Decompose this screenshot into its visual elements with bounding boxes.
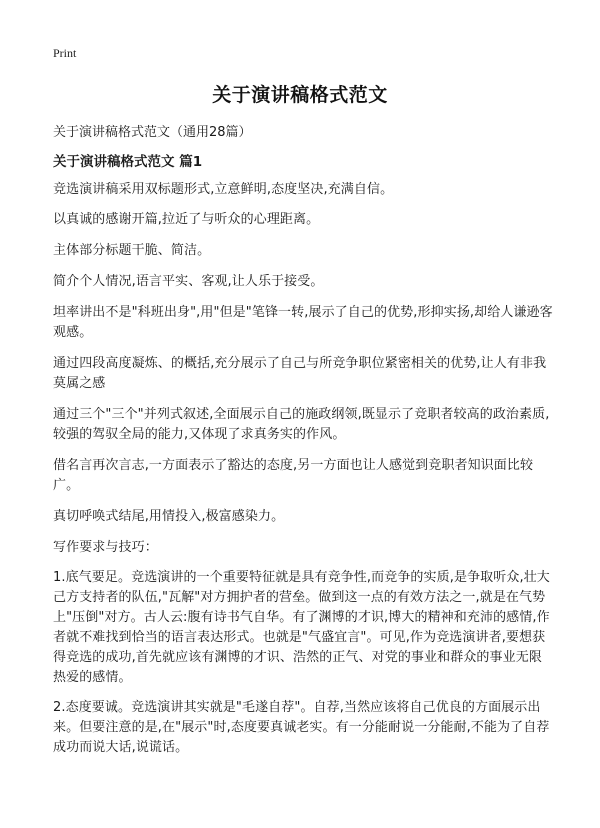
paragraph: 以真诚的感谢开篇,拉近了与听众的心理距离。 [53, 212, 320, 227]
paragraph: 简介个人情况,语言平实、客观,让人乐于接受。 [53, 274, 324, 289]
paragraph: 坦率讲出不是"科班出身",用"但是"笔锋一转,展示了自己的优势,形抑实扬,却给人谦逊客观感。 [53, 305, 553, 340]
paragraph: 1.底气要足。竞选演讲的一个重要特征就是具有竞争性,而竞争的实质,是争取听众,壮大己方支持者的队伍,"瓦解"对方拥护者的营垒。做到这一点的有效方法之一,就是在气势上"压倒"对方。古人云:腹有诗书气自华。有了渊博的才识,博大的精神和充沛的感情,作者就不难找到恰当的语言表达形式。也就是"气盛宜言"。可见,作为竞选演讲者,要想获得竞选的成功,首先就应该有渊博的才识、浩然的正气、对党的事业和群众的事业无限热爱的感情。 [53, 570, 550, 685]
document-subtitle: 关于演讲稿格式范文（通用28篇） [53, 125, 252, 140]
section-label: 写作要求与技巧： [53, 540, 158, 555]
print-link[interactable]: Print [53, 46, 77, 60]
paragraph: 竞选演讲稿采用双标题形式,立意鲜明,态度坚决,充满自信。 [53, 182, 394, 197]
section-heading: 关于演讲稿格式范文 篇1 [53, 154, 203, 170]
paragraph: 通过四段高度凝炼、的概括,充分展示了自己与所竞争职位紧密相关的优势,让人有非我莫属之感 [53, 356, 547, 391]
paragraph: 主体部分标题干脆、简洁。 [53, 243, 211, 258]
page-title: 关于演讲稿格式范文 [212, 84, 388, 106]
paragraph: 真切呼唤式结尾,用情投入,极富感染力。 [53, 509, 285, 524]
paragraph: 通过三个"三个"并列式叙述,全面展示自己的施政纲领,既显示了竞职者较高的政治素质,较强的驾驭全局的能力,又体现了求真务实的作风。 [53, 407, 550, 442]
paragraph: 借名言再次言志,一方面表示了豁达的态度,另一方面也让人感觉到竞职者知识面比较广。 [53, 458, 534, 493]
paragraph: 2.态度要诚。竞选演讲其实就是"毛遂自荐"。自荐,当然应该将自己优良的方面展示出来。但要注意的是,在"展示"时,态度要真诚老实。有一分能耐说一分能耐,不能为了自荐成功而说大话,说谎话。 [53, 700, 550, 755]
